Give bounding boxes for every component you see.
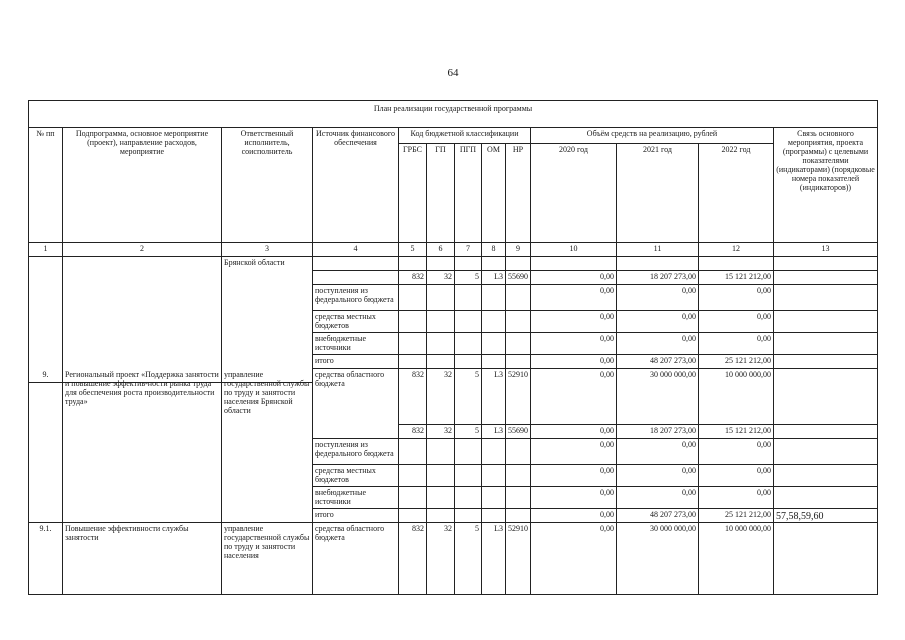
empty-cell [506,333,531,355]
empty-cell [506,257,531,271]
cell-gp: 32 [427,425,455,439]
cell-2021: 0,00 [617,439,699,465]
cell-2020: 0,00 [531,487,617,509]
empty-cell [455,285,482,311]
header-y2021: 2021 год [617,144,699,243]
source-label: поступления из федерального бюджета [313,439,399,465]
empty-cell [617,257,699,271]
table-title: План реализации государственной программы [29,101,877,128]
cell-pgp: 5 [455,523,482,594]
cell-2021: 30 000 000,00 [617,369,699,425]
col-number-8: 8 [482,243,506,257]
empty-cell [774,523,877,594]
source-label: итого [313,355,399,369]
cont-source [313,271,399,285]
cell-2020: 0,00 [531,355,617,369]
cell-2021: 0,00 [617,465,699,487]
cont-source-top [313,257,399,271]
cell-2021: 18 207 273,00 [617,425,699,439]
empty-cell [455,465,482,487]
cell-gp: 32 [427,271,455,285]
col-number-6: 6 [427,243,455,257]
cell-y2022: 10 000 000,00 [699,523,774,594]
empty-cell [427,509,455,523]
empty-cell [482,487,506,509]
cell-2022: 25 121 212,00 [699,355,774,369]
empty-cell [427,311,455,333]
empty-cell [399,465,427,487]
cell-link: 57,58,59,60 [774,509,877,523]
cell-y2020: 0,00 [531,523,617,594]
col-number-10: 10 [531,243,617,257]
empty-cell [455,509,482,523]
cont-executor: Брянской области [222,257,313,383]
cell-2020: 0,00 [531,369,617,425]
cell-link [774,487,877,509]
row91-source: средства областного бюджета [313,523,399,594]
source-label: внебюджетные источники [313,487,399,509]
cell-2020: 0,00 [531,509,617,523]
row91-name: Повышение эффективности службы занятости [63,523,222,594]
col-number-1: 1 [29,243,63,257]
cell-grbs: 832 [399,523,427,594]
header-num: № пп [29,128,63,243]
cell-2020: 0,00 [531,465,617,487]
cell-2020: 0,00 [531,333,617,355]
empty-cell [506,487,531,509]
cell-grbs: 832 [399,369,427,425]
cell-om: L3 [482,271,506,285]
row9-source: средства областного бюджета [313,369,399,439]
empty-cell [427,487,455,509]
cell-pgp: 5 [455,369,482,425]
col-number-12: 12 [699,243,774,257]
col-number-7: 7 [455,243,482,257]
empty-cell [427,465,455,487]
empty-cell [455,439,482,465]
empty-cell [482,333,506,355]
empty-cell [506,355,531,369]
cell-2022: 0,00 [699,311,774,333]
header-source: Источник финансового обеспечения [313,128,399,243]
cell-link [774,311,877,333]
cell-link [774,439,877,465]
cell-link [774,285,877,311]
empty-cell [399,333,427,355]
col-number-11: 11 [617,243,699,257]
cell-2021: 0,00 [617,311,699,333]
page-number: 64 [447,67,459,79]
cell-link [774,355,877,369]
source-label: средства местных бюджетов [313,311,399,333]
cell-gp: 32 [427,523,455,594]
cell-pgp: 5 [455,271,482,285]
empty-cell [399,285,427,311]
cell-link [774,333,877,355]
cell-2021: 48 207 273,00 [617,355,699,369]
header-volume: Объём средств на реализацию, рублей [531,128,774,144]
header-pgp: ПГП [455,144,482,243]
empty-cell [427,333,455,355]
cell-link [774,465,877,487]
header-link: Связь основного мероприятия, проекта (программы) с целевыми показателями (индикаторами) (порядковые номера показателей (индикаторов)) [774,128,877,243]
cell-np: 55690 [506,425,531,439]
header-gp: ГП [427,144,455,243]
source-label: итого [313,509,399,523]
cell-np: 52910 [506,523,531,594]
empty-cell [399,439,427,465]
empty-cell [399,509,427,523]
cell-2022: 0,00 [699,439,774,465]
source-label: средства местных бюджетов [313,465,399,487]
cell-2021: 0,00 [617,333,699,355]
cell-2021: 48 207 273,00 [617,509,699,523]
header-grbs: ГРБС [399,144,427,243]
empty-cell [699,257,774,271]
cell-2022: 10 000 000,00 [699,369,774,425]
empty-cell [482,355,506,369]
empty-cell [506,509,531,523]
cell-2020: 0,00 [531,271,617,285]
empty-cell [455,257,482,271]
cell-2020: 0,00 [531,425,617,439]
header-subprogram: Подпрограмма, основное мероприятие (проект), направление расходов, мероприятие [63,128,222,243]
empty-cell [506,285,531,311]
empty-cell [427,257,455,271]
empty-cell [482,439,506,465]
row9-num: 9. [29,369,63,523]
cell-np: 52910 [506,369,531,425]
cell-2020: 0,00 [531,311,617,333]
cell-2022: 0,00 [699,487,774,509]
empty-cell [455,355,482,369]
cell-grbs: 832 [399,425,427,439]
empty-cell [427,285,455,311]
empty-cell [506,465,531,487]
implementation-plan-table [28,100,878,595]
cell-2020: 0,00 [531,285,617,311]
source-label: поступления из федерального бюджета [313,285,399,311]
cell-pgp: 5 [455,425,482,439]
cell-2022: 0,00 [699,285,774,311]
row91-executor: управление государственной службы по труду и занятости населения [222,523,313,594]
empty-cell [482,311,506,333]
empty-cell [774,271,877,285]
col-number-13: 13 [774,243,877,257]
empty-cell [506,439,531,465]
cell-2022: 15 121 212,00 [699,425,774,439]
col-number-2: 2 [63,243,222,257]
cont-num [29,257,63,383]
header-budget-code: Код бюджетной классификации [399,128,531,144]
empty-cell [774,425,877,439]
row9-name: Региональный проект «Поддержка занятости и повышение эффектив-ности рынка труда для обеспечения роста производительности труда» [63,369,222,523]
cell-2022: 0,00 [699,465,774,487]
cell-om: L3 [482,523,506,594]
empty-cell [399,257,427,271]
cell-2020: 0,00 [531,439,617,465]
row91-num: 9.1. [29,523,63,594]
empty-cell [399,355,427,369]
empty-cell [455,333,482,355]
col-number-5: 5 [399,243,427,257]
cont-name [63,257,222,383]
header-y2020: 2020 год [531,144,617,243]
cell-grbs: 832 [399,271,427,285]
header-np: НР [506,144,531,243]
cell-om: L3 [482,369,506,425]
cell-2022: 15 121 212,00 [699,271,774,285]
header-y2022: 2022 год [699,144,774,243]
header-executor: Ответственный исполнитель, соисполнитель [222,128,313,243]
cell-2021: 0,00 [617,285,699,311]
empty-cell [455,311,482,333]
col-number-3: 3 [222,243,313,257]
cell-om: L3 [482,425,506,439]
empty-cell [506,311,531,333]
col-number-4: 4 [313,243,399,257]
empty-cell [427,355,455,369]
cell-gp: 32 [427,369,455,425]
empty-cell [531,257,617,271]
empty-cell [399,311,427,333]
empty-cell [455,487,482,509]
col-number-9: 9 [506,243,531,257]
cell-2021: 0,00 [617,487,699,509]
empty-cell [482,285,506,311]
source-label: внебюджетные источники [313,333,399,355]
empty-cell [427,439,455,465]
empty-cell [774,257,877,271]
empty-cell [482,509,506,523]
row9-executor: управление государственной службы по труду и занятости населения Брянской области [222,369,313,523]
cell-2022: 0,00 [699,333,774,355]
cell-2021: 18 207 273,00 [617,271,699,285]
header-om: ОМ [482,144,506,243]
empty-cell [482,257,506,271]
empty-cell [399,487,427,509]
cell-2022: 25 121 212,00 [699,509,774,523]
cell-y2021: 30 000 000,00 [617,523,699,594]
cell-np: 55690 [506,271,531,285]
empty-cell [482,465,506,487]
empty-cell [774,369,877,425]
